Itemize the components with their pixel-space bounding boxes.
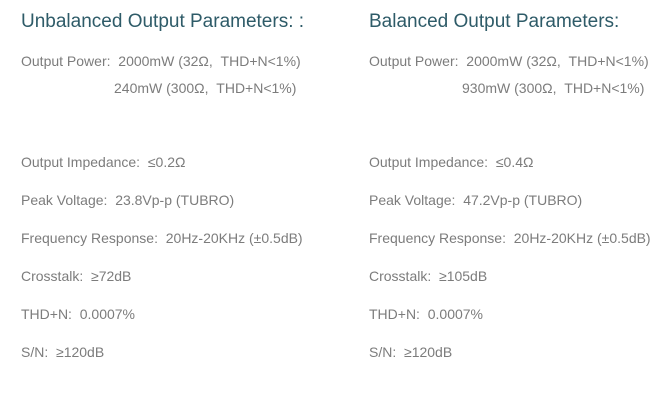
spec-value: 2000mW (32Ω, THD+N<1%) <box>466 53 649 69</box>
spec-value: 20Hz-20KHz (±0.5dB) <box>165 230 303 246</box>
spec-label: Output Impedance: <box>21 154 148 170</box>
spec-label: Output Impedance: <box>369 154 496 170</box>
spec-row-crosstalk <box>21 268 369 284</box>
spec-row-thd-n <box>369 306 651 322</box>
column-title: Unbalanced Output Parameters: : <box>21 11 305 32</box>
spec-row-peak-voltage <box>21 192 369 208</box>
balanced-parameters-column <box>369 11 651 360</box>
spec-row-frequency-response <box>369 230 651 246</box>
spec-label: Peak Voltage: <box>369 192 464 208</box>
spec-value: ≥120dB <box>404 344 453 360</box>
spec-value: 47.2Vp-p (TUBRO) <box>463 192 583 208</box>
spec-label: Output Power: <box>369 53 467 69</box>
spec-row-output-power-cont <box>21 80 369 96</box>
spec-value: ≥105dB <box>439 268 488 284</box>
spec-label: Crosstalk: <box>21 268 92 284</box>
spec-label: Output Power: <box>21 53 119 69</box>
spec-label: THD+N: <box>21 306 80 322</box>
spec-value: 2000mW (32Ω, THD+N<1%) <box>118 53 301 69</box>
spec-row-sn <box>21 344 369 360</box>
spec-row-output-impedance <box>21 154 369 170</box>
spec-value: ≤0.4Ω <box>495 154 534 170</box>
spec-label: S/N: <box>21 344 57 360</box>
spec-value: 23.8Vp-p (TUBRO) <box>115 192 235 208</box>
spec-label: Crosstalk: <box>369 268 440 284</box>
spec-label: THD+N: <box>369 306 428 322</box>
column-title: Balanced Output Parameters: <box>369 11 620 32</box>
spec-row-thd-n <box>21 306 369 322</box>
spec-row-output-impedance <box>369 154 651 170</box>
spec-label: S/N: <box>369 344 405 360</box>
spec-row-output-power <box>21 53 369 69</box>
spec-row-sn <box>369 344 651 360</box>
spec-value: 240mW (300Ω, THD+N<1%) <box>114 80 297 96</box>
spec-row-output-power <box>369 53 651 69</box>
spec-row-output-power-cont <box>369 80 651 96</box>
spec-row-crosstalk <box>369 268 651 284</box>
unbalanced-parameters-column <box>21 11 369 360</box>
spec-value: ≤0.2Ω <box>147 154 186 170</box>
spec-row-frequency-response <box>21 230 369 246</box>
spec-value: ≥72dB <box>91 268 132 284</box>
spec-value: 20Hz-20KHz (±0.5dB) <box>513 230 651 246</box>
spec-label: Frequency Response: <box>369 230 514 246</box>
spec-label: Peak Voltage: <box>21 192 116 208</box>
spec-value: 0.0007% <box>427 306 484 322</box>
spec-label: Frequency Response: <box>21 230 166 246</box>
spec-value: 930mW (300Ω, THD+N<1%) <box>462 80 645 96</box>
spec-value: ≥120dB <box>56 344 105 360</box>
spec-row-peak-voltage <box>369 192 651 208</box>
spec-value: 0.0007% <box>79 306 136 322</box>
